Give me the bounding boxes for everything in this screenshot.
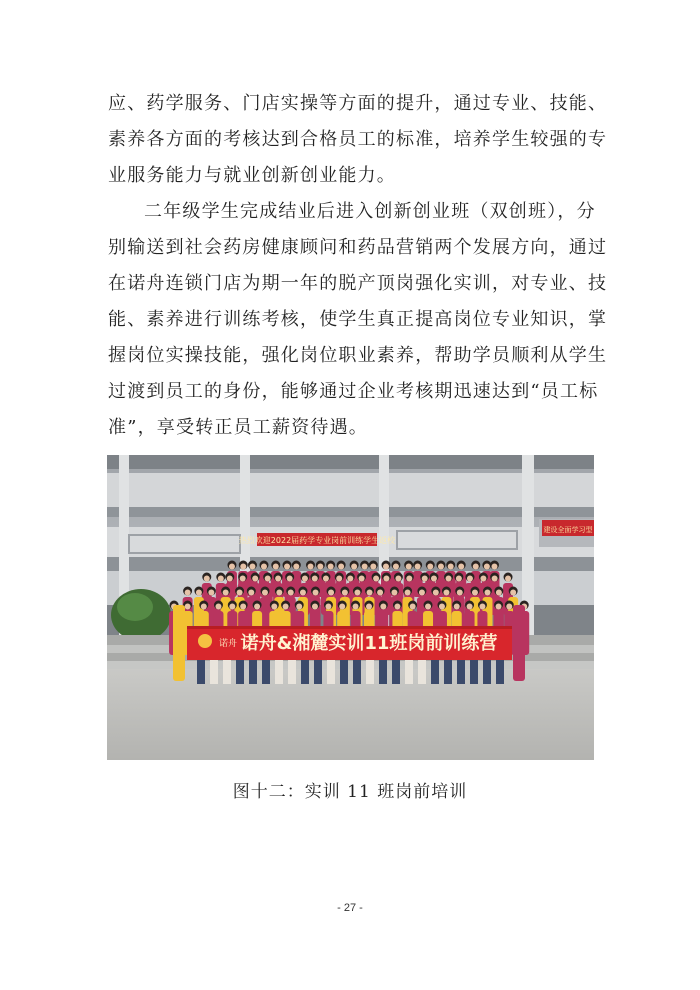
person-face xyxy=(302,576,308,582)
person-face xyxy=(218,576,224,582)
person-legs xyxy=(197,660,205,684)
person-face xyxy=(254,604,260,610)
person-face xyxy=(313,590,319,596)
person-face xyxy=(446,576,452,582)
person-face xyxy=(223,590,229,596)
person-face xyxy=(261,564,267,570)
person-face xyxy=(347,576,353,582)
person-face xyxy=(354,590,360,596)
person-face xyxy=(484,564,490,570)
person-legs xyxy=(340,660,348,684)
person-face xyxy=(265,576,271,582)
building-banner-right-text: 建设全面学习型 xyxy=(543,526,593,534)
paragraph-line: 业服务能力与就业创新创业能力。 xyxy=(108,165,396,186)
person-face xyxy=(362,564,368,570)
person-face xyxy=(240,604,246,610)
person-face xyxy=(422,576,428,582)
person-face xyxy=(484,590,490,596)
person-face xyxy=(353,604,359,610)
person-face xyxy=(271,604,277,610)
person-face xyxy=(338,564,344,570)
person-legs xyxy=(288,660,296,684)
person-face xyxy=(473,564,479,570)
paragraph-line: 二年级学生完成结业后进入创新创业班（双创班），分 xyxy=(144,201,596,222)
person-face xyxy=(240,576,246,582)
person-legs xyxy=(210,660,218,684)
paragraph-line: 素养各方面的考核达到合格员工的标准，培养学生较强的专 xyxy=(108,129,608,150)
person-face xyxy=(410,604,416,610)
person-face xyxy=(215,604,221,610)
person-face xyxy=(395,576,401,582)
person-face xyxy=(293,564,299,570)
person-face xyxy=(237,590,243,596)
person-face xyxy=(383,576,389,582)
person-face xyxy=(457,590,463,596)
person-face xyxy=(273,564,279,570)
person-legs xyxy=(392,660,400,684)
person-face xyxy=(185,590,191,596)
person-legs xyxy=(366,660,374,684)
person-face xyxy=(323,576,329,582)
person-face xyxy=(510,590,516,596)
person-face xyxy=(496,590,502,596)
person-face xyxy=(406,576,412,582)
person-face xyxy=(480,576,486,582)
person-face xyxy=(300,590,306,596)
person-face xyxy=(415,564,421,570)
person-face xyxy=(438,564,444,570)
paragraph-line: 别输送到社会药房健康顾问和药品营销两个发展方向，通过 xyxy=(108,237,608,258)
person-legs xyxy=(301,660,309,684)
person-face xyxy=(325,604,331,610)
person-face xyxy=(456,576,462,582)
person-face xyxy=(367,590,373,596)
person-face xyxy=(284,564,290,570)
person-face xyxy=(439,604,445,610)
person-face xyxy=(467,604,473,610)
person-face xyxy=(229,564,235,570)
person-legs xyxy=(379,660,387,684)
person-face xyxy=(249,564,255,570)
person-face xyxy=(204,576,210,582)
person-legs xyxy=(470,660,478,684)
person-face xyxy=(275,576,281,582)
banner-logo-icon xyxy=(198,634,212,648)
person-face xyxy=(433,590,439,596)
person-face xyxy=(393,564,399,570)
person-face xyxy=(296,604,302,610)
person-face xyxy=(196,590,202,596)
person-face xyxy=(351,564,357,570)
person-face xyxy=(458,564,464,570)
person-face xyxy=(383,564,389,570)
person-face xyxy=(431,576,437,582)
body-text xyxy=(108,86,608,446)
person-face xyxy=(288,590,294,596)
person-legs xyxy=(457,660,465,684)
paragraph-line: 准”，享受转正员工薪资待遇。 xyxy=(108,417,369,438)
person-face xyxy=(448,564,454,570)
person-face xyxy=(467,576,473,582)
person-face xyxy=(380,604,386,610)
person-face xyxy=(185,604,191,610)
person-legs xyxy=(275,660,283,684)
building-banner-left-text: 热烈欢迎2022届药学专业岗前训练学生返校 xyxy=(238,536,396,545)
person-face xyxy=(229,604,235,610)
person-face xyxy=(227,576,233,582)
person-face xyxy=(370,564,376,570)
person-legs xyxy=(405,660,413,684)
person-legs xyxy=(444,660,452,684)
person-legs xyxy=(236,660,244,684)
person-face xyxy=(366,604,372,610)
person-face xyxy=(479,604,485,610)
person-face xyxy=(248,590,254,596)
person-face xyxy=(342,590,348,596)
person-face xyxy=(406,564,412,570)
paragraph-line: 握岗位实操技能，强化岗位职业素养，帮助学员顺利从学生 xyxy=(108,345,608,366)
person-face xyxy=(308,564,314,570)
person-legs xyxy=(223,660,231,684)
page-number: - 27 - xyxy=(337,902,363,914)
person-face xyxy=(359,576,365,582)
person-face xyxy=(454,604,460,610)
person-face xyxy=(496,604,502,610)
group-photo xyxy=(107,455,594,760)
person-legs xyxy=(353,660,361,684)
person-legs xyxy=(314,660,322,684)
person-face xyxy=(240,564,246,570)
banner-text: 诺舟&湘麓实训11班岗前训练营 xyxy=(240,633,498,654)
person-face xyxy=(491,564,497,570)
person-legs xyxy=(249,660,257,684)
person-legs xyxy=(496,660,504,684)
person-legs xyxy=(431,660,439,684)
figure-caption: 图十二：实训 11 班岗前培训 xyxy=(232,782,468,802)
person-face xyxy=(287,576,293,582)
person-face xyxy=(208,590,214,596)
ground xyxy=(107,669,594,760)
person-face xyxy=(506,604,512,610)
person-face xyxy=(336,576,342,582)
person-body xyxy=(513,605,525,681)
person-face xyxy=(283,604,289,610)
person-face xyxy=(339,604,345,610)
person-face xyxy=(391,590,397,596)
person-face xyxy=(276,590,282,596)
person-face xyxy=(312,604,318,610)
paragraph-line: 在诺舟连锁门店为期一年的脱产顶岗强化实训，对专业、技 xyxy=(108,273,608,294)
person-face xyxy=(405,590,411,596)
person-face xyxy=(201,604,207,610)
person-legs xyxy=(327,660,335,684)
person-face xyxy=(492,576,498,582)
person-face xyxy=(394,604,400,610)
person-face xyxy=(262,590,268,596)
person-face xyxy=(419,590,425,596)
person-body xyxy=(173,605,185,681)
person-face xyxy=(312,576,318,582)
person-face xyxy=(472,590,478,596)
paragraph-line: 过渡到员工的身份，能够通过企业考核期迅速达到“员工标 xyxy=(108,381,599,402)
person-face xyxy=(377,590,383,596)
person-legs xyxy=(483,660,491,684)
person-face xyxy=(252,576,258,582)
paragraph-line: 应、药学服务、门店实操等方面的提升，通过专业、技能、 xyxy=(108,93,608,114)
banner-logo-text: 诺舟 xyxy=(219,639,238,649)
person-face xyxy=(505,576,511,582)
person-face xyxy=(373,576,379,582)
person-face xyxy=(328,590,334,596)
person-face xyxy=(427,564,433,570)
person-face xyxy=(317,564,323,570)
person-face xyxy=(328,564,334,570)
paragraph-line: 能、素养进行训练考核，使学生真正提高岗位专业知识，掌 xyxy=(108,309,608,330)
front-banner xyxy=(187,626,512,660)
person-face xyxy=(425,604,431,610)
person-legs xyxy=(262,660,270,684)
person-face xyxy=(443,590,449,596)
person-legs xyxy=(418,660,426,684)
